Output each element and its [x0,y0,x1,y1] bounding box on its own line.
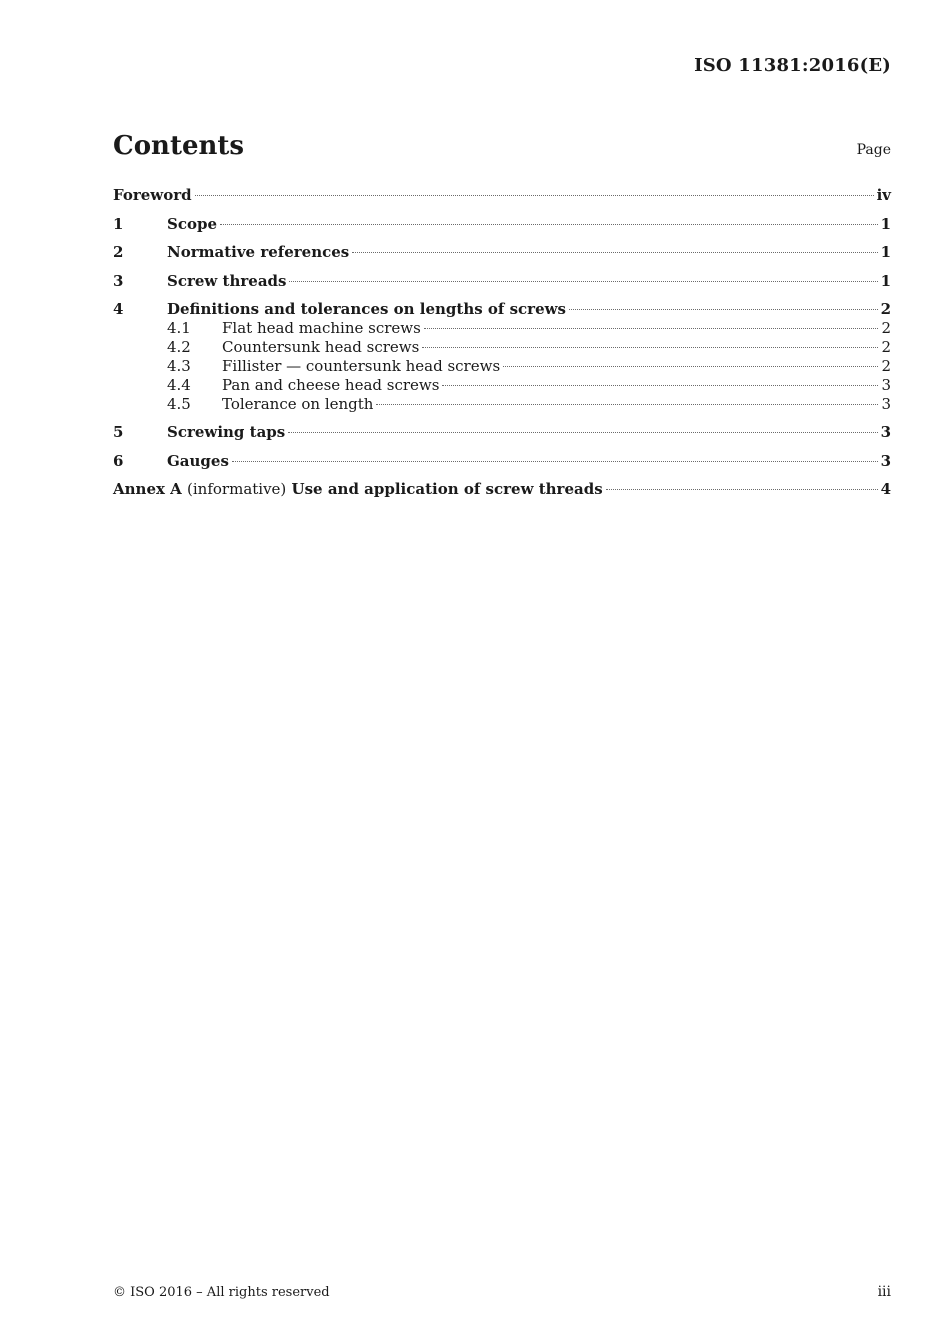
dot-leader [422,347,878,348]
toc-entry-title: Use and application of screw threads [291,480,603,498]
contents-title: Contents [113,131,245,161]
toc-entry-scope[interactable] [113,215,891,234]
dot-leader [503,366,878,367]
toc-entry-page: 2 [881,319,891,337]
toc-entry-number: 4.1 [167,319,191,337]
copyright-notice: © ISO 2016 – All rights reserved [113,1285,330,1300]
dot-leader [376,404,878,405]
toc-entry-title: Foreword [113,186,192,204]
dot-leader [288,432,877,433]
page-column-label: Page [856,142,891,158]
toc-entry-number: 1 [113,214,124,233]
toc-subentry-fillister[interactable] [113,357,891,376]
toc-entry-screw-threads[interactable] [113,272,891,291]
toc-entry-title: Gauges [167,451,229,470]
dot-leader [289,281,877,282]
toc-entry-number: 4.4 [167,376,191,394]
toc-entry-number: 6 [113,451,124,470]
toc-entry-title: Screw threads [167,271,287,290]
toc-entry-page: 2 [880,300,891,318]
toc-entry-title: Scope [167,214,218,233]
toc-entry-number: 4 [113,300,124,318]
toc-entry-number: 4.3 [167,357,191,375]
toc-entry-number: 5 [113,423,124,441]
toc-entry-screwing-taps[interactable] [113,423,891,442]
toc-subentry-pan-cheese[interactable] [113,376,891,395]
toc-subentry-countersunk[interactable] [113,338,891,357]
toc-entry-definitions[interactable] [113,300,891,319]
toc-annex-label: Annex A [113,480,182,498]
page-number: iii [877,1284,891,1300]
toc-entry-foreword[interactable] [113,186,891,205]
toc-entry-title: Definitions and tolerances on lengths of screws [167,300,566,318]
table-of-contents [113,186,891,509]
dot-leader [352,252,877,253]
dot-leader [232,461,878,462]
toc-entry-number: 4.2 [167,338,191,356]
toc-entry-page: 1 [880,243,891,261]
toc-entry-title: Flat head machine screws [222,319,421,337]
toc-subentry-tolerance[interactable] [113,395,891,414]
dot-leader [569,309,878,310]
toc-entry-title: Countersunk head screws [222,338,420,356]
toc-entry-page: 3 [881,376,891,394]
toc-entry-normative-references[interactable] [113,243,891,262]
toc-entry-title: Pan and cheese head screws [222,376,440,394]
toc-entry-page: 3 [880,451,891,470]
dot-leader [195,195,874,196]
toc-entry-number: 4.5 [167,395,191,413]
dot-leader [442,385,878,386]
toc-entry-number: 3 [113,271,124,290]
toc-entry-page: 3 [881,395,891,413]
dot-leader [424,328,879,329]
toc-entry-title: Tolerance on length [222,395,374,413]
toc-entry-annex-a[interactable] [113,480,891,499]
dot-leader [606,489,878,490]
toc-annex-type: (informative) [187,480,287,498]
toc-entry-number: 2 [113,243,124,261]
toc-entry-page: 3 [880,423,891,441]
toc-entry-page: 4 [880,480,891,498]
toc-entry-title: Fillister — countersunk head screws [222,357,501,375]
toc-subentry-flat-head[interactable] [113,319,891,338]
toc-entry-gauges[interactable] [113,452,891,471]
toc-entry-title: Screwing taps [167,423,286,441]
toc-entry-title: Normative references [167,243,350,261]
toc-entry-page: iv [876,186,891,204]
dot-leader [220,224,878,225]
toc-entry-page: 1 [880,214,891,233]
toc-entry-page: 2 [881,338,891,356]
toc-entry-page: 1 [880,271,891,290]
toc-entry-page: 2 [881,357,891,375]
document-id: ISO 11381:2016(E) [694,55,891,76]
